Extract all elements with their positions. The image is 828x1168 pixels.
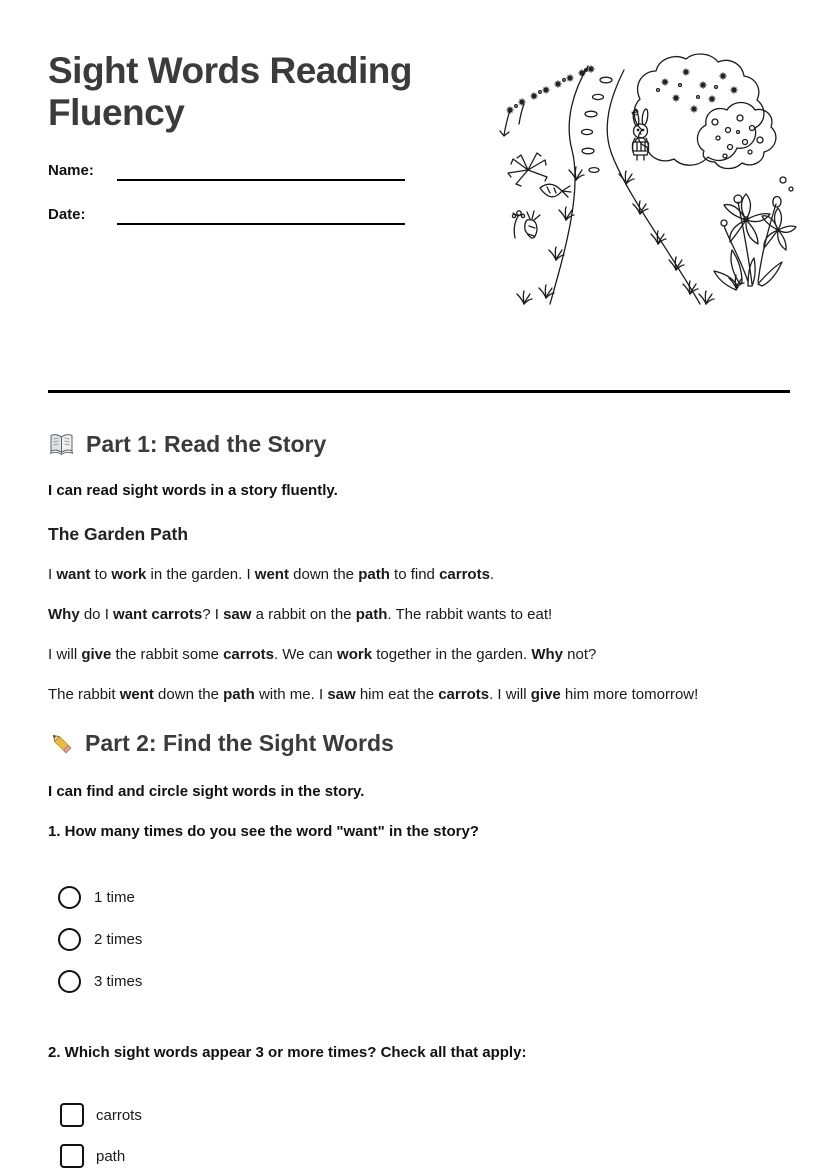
radio-option-row xyxy=(58,970,790,993)
story-paragraph: Why do I want carrots? I saw a rabbit on the path. The rabbit wants to eat! xyxy=(48,606,553,623)
radio-option-label: 2 times xyxy=(94,931,143,948)
worksheet-header xyxy=(48,50,790,390)
checkbox-option-row xyxy=(60,1103,790,1127)
question2-options xyxy=(60,1103,790,1168)
worksheet-page xyxy=(0,50,828,1168)
story-title: The Garden Path xyxy=(48,524,189,544)
radio-option-label: 3 times xyxy=(94,973,143,990)
part2-heading-text: Part 2: Find the Sight Words xyxy=(85,730,394,756)
question2-text: 2. Which sight words appear 3 or more times? Check all that apply: xyxy=(48,1044,527,1061)
checkbox-option-row xyxy=(60,1144,790,1168)
question1-options xyxy=(58,886,790,993)
question1-text: 1. How many times do you see the word "want" in the story? xyxy=(48,823,479,840)
story-paragraph: The rabbit went down the path with me. I saw him eat the carrots. I will give him more tomorrow! xyxy=(48,686,699,703)
date-field-row xyxy=(48,205,428,225)
carrot-plant xyxy=(508,153,571,238)
hedge xyxy=(500,66,594,136)
grass-tufts xyxy=(517,167,744,304)
checkbox-option-label: carrots xyxy=(96,1106,142,1124)
page-title: Sight Words Reading Fluency xyxy=(48,50,412,133)
radio-option-label: 1 time xyxy=(94,889,135,906)
pencil-icon xyxy=(48,730,74,756)
date-label: Date: xyxy=(48,206,86,223)
name-input-line[interactable] xyxy=(117,161,405,181)
story-paragraph: I want to work in the garden. I went down the path to find carrots. xyxy=(48,566,495,583)
checkbox-option-label: path xyxy=(96,1147,126,1165)
story-paragraph: I will give the rabbit some carrots. We can work together in the garden. Why not? xyxy=(48,646,597,663)
bush xyxy=(634,54,764,165)
part2-objective: I can find and circle sight words in the story. xyxy=(48,783,365,800)
radio-button[interactable] xyxy=(58,886,81,909)
name-field-row xyxy=(48,161,428,181)
part1-objective: I can read sight words in a story fluently. xyxy=(48,482,338,499)
part2-heading xyxy=(48,728,790,758)
radio-button[interactable] xyxy=(58,928,81,951)
story xyxy=(48,564,790,705)
name-label: Name: xyxy=(48,162,94,179)
date-input-line[interactable] xyxy=(117,205,405,225)
part1-heading-text: Part 1: Read the Story xyxy=(86,431,327,457)
checkbox[interactable] xyxy=(60,1103,84,1127)
open-book-icon xyxy=(48,432,75,456)
radio-button[interactable] xyxy=(58,970,81,993)
radio-option-row xyxy=(58,928,790,951)
flower-cluster xyxy=(714,177,796,290)
part1-heading xyxy=(48,429,790,459)
radio-option-row xyxy=(58,886,790,909)
checkbox[interactable] xyxy=(60,1144,84,1168)
section-divider xyxy=(48,390,790,393)
garden-path-illustration xyxy=(490,52,802,312)
